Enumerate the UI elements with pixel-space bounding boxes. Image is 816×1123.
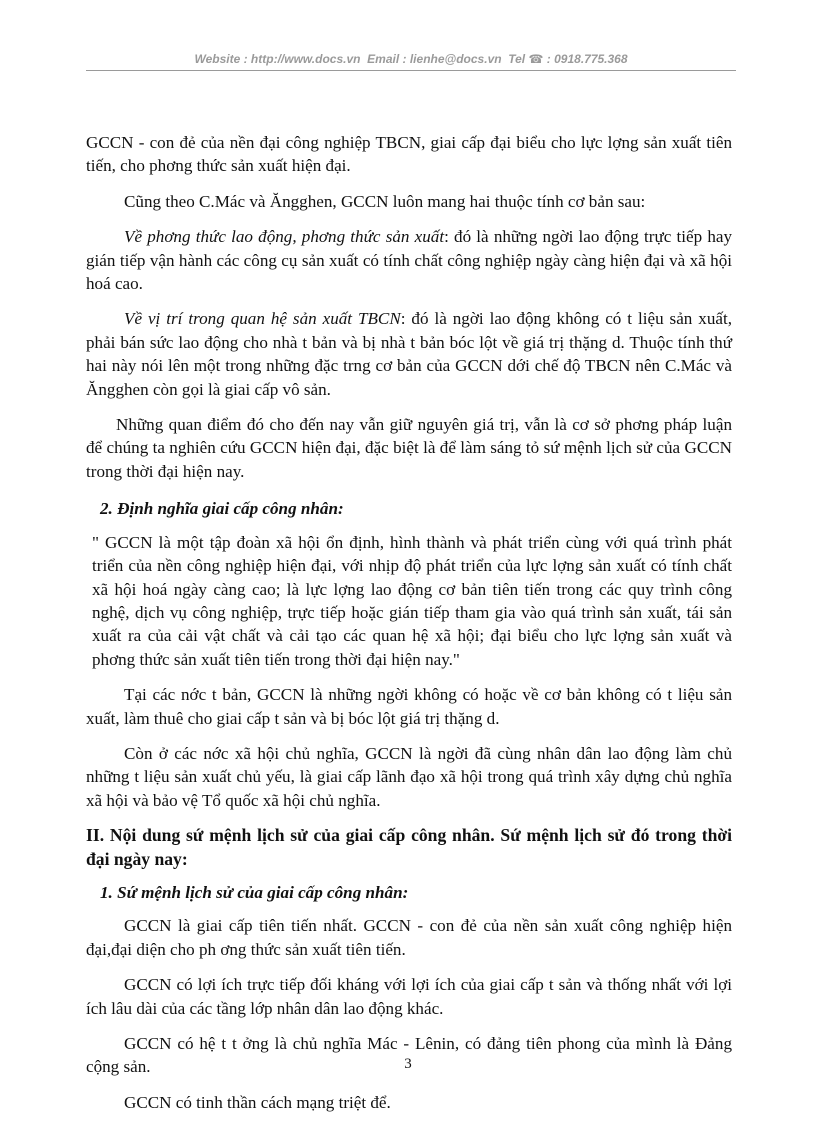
paragraph: Còn ở các nớc xã hội chủ nghĩa, GCCN là ngời đã cùng nhân dân lao động làm chủ những t liệu sản xuất chủ yếu, là giai cấp lãnh đạo xã hội trong quá trình xây dựng chủ nghĩa xã hội và bảo vệ Tổ quốc xã hội chủ nghĩa. [86,743,732,810]
paragraph-text: : đó là những ngời lao động trực tiếp hay gián tiếp vận hành các công cụ sản xuất có tính chất công nghiệp ngày càng hiện đại và xã hội hoá cao. [86,227,732,294]
tel-label: Tel [508,52,526,66]
website-label: Website [194,52,241,66]
email-label: Email [367,52,400,66]
emphasis: Về vị trí trong quan hệ sản xuất TBCN [124,309,401,329]
paragraph [86,225,732,295]
paragraph: GCCN có hệ t t ởng là chủ nghĩa Mác - Lênin, có đảng tiên phong của mình là Đảng cộng sản. [86,1034,732,1077]
chapter-heading: II. Nội dung sứ mệnh lịch sử của giai cấp công nhân. Sứ mệnh lịch sử đó trong thời đại ngày nay: [86,825,732,869]
paragraph: GCCN là giai cấp tiên tiến nhất. GCCN - con đẻ của nền sản xuất công nghiệp hiện đại,đại diện cho ph ơng thức sản xuất tiên tiến. [86,916,732,959]
paragraph-text: : đó là ngời lao động không có t liệu sản xuất, phải bán sức lao động cho nhà t bản và bị nhà t bản bóc lột về giá trị thặng d. Thuộc tính thứ hai này nói lên một trong những đặc trng cơ bản của GCCN dới chế độ TBCN nên C.Mác và Ăngghen còn gọi là giai cấp vô sản. [86,309,732,399]
paragraph [86,307,732,401]
paragraph: GCCN - con đẻ của nền đại công nghiệp TBCN, giai cấp đại biểu cho lực lợng sản xuất tiên tiến, cho phơng thức sản xuất hiện đại. [86,133,732,176]
paragraph: Những quan điểm đó cho đến nay vẫn giữ nguyên giá trị, vẫn là cơ sở phơng pháp luận để chúng ta nghiên cứu GCCN hiện đại, đặc biệt là để làm sáng tỏ sứ mệnh lịch sử của GCCN trong thời đại hiện nay. [86,415,732,481]
paragraph: GCCN có tinh thần cách mạng triệt để. [124,1092,391,1112]
paragraph: GCCN có lợi ích trực tiếp đối kháng với lợi ích của giai cấp t sản và thống nhất với lợi ích lâu dài của các tầng lớp nhân dân lao động khác. [86,975,732,1018]
page-number: 3 [404,1056,412,1072]
website-link[interactable]: : http://www.docs.vn [243,52,361,66]
section-heading: 2. Định nghĩa giai cấp công nhân: [100,499,344,519]
phone-icon: ☎ [528,52,544,66]
tel-value: : 0918.775.368 [546,52,628,66]
definition-quote: " GCCN là một tập đoàn xã hội ổn định, hình thành và phát triển cùng với quá trình phát triển của nền công nghiệp hiện đại, với nhịp độ phát triển của lực lợng sản xuất có tính chất xã hội hoá ngày càng cao; là lực lợng lao động cơ bản tiên tiến trong các quy trình công nghệ, dịch vụ công nghiệp, trực tiếp hoặc gián tiếp tham gia vào quá trình sản xuất, tái sản xuất ra của cải vật chất và cải tạo các quan hệ xã hội; đại biểu cho lực lợng sản xuất và phơng thức sản xuất tiên tiến trong thời đại hiện nay." [92,532,732,669]
email-link[interactable]: : lienhe@docs.vn [402,52,502,66]
emphasis: Về phơng thức lao động, phơng thức sản xuất [124,227,445,247]
paragraph: Cũng theo C.Mác và Ăngghen, GCCN luôn mang hai thuộc tính cơ bản sau: [124,191,646,211]
page-header [86,52,736,66]
header-divider [86,70,736,71]
paragraph: Tại các nớc t bản, GCCN là những ngời không có hoặc về cơ bản không có t liệu sản xuất, làm thuê cho giai cấp t sản và bị bóc lột giá trị thặng d. [86,685,732,728]
document-body [86,131,732,1114]
section-heading: 1. Sứ mệnh lịch sử của giai cấp công nhân: [100,882,409,902]
